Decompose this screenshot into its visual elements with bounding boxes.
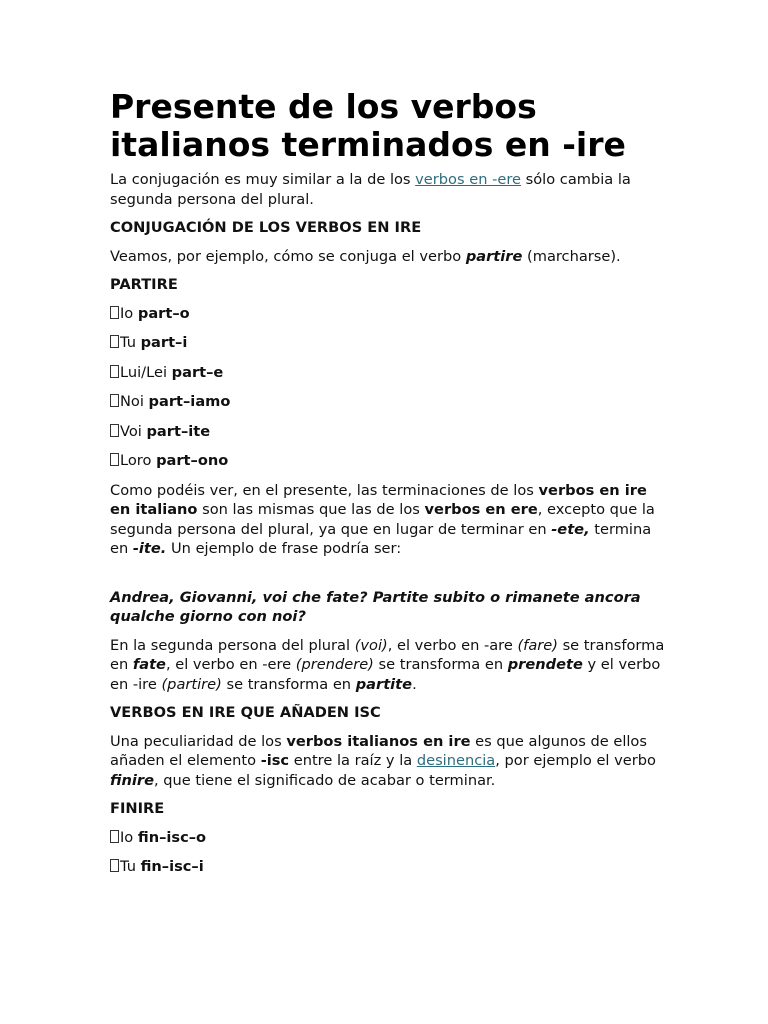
missing-glyph-icon <box>110 306 119 319</box>
text: , que tiene el significado de acabar o terminar. <box>153 771 496 789</box>
pronoun: Voi <box>120 422 147 440</box>
bold-italic-text: -ite. <box>132 540 167 557</box>
desinencia-link[interactable]: desinencia <box>416 752 496 769</box>
text: En la segunda persona del plural <box>110 636 355 654</box>
pronoun: Lui/Lei <box>120 363 172 381</box>
text: Una peculiaridad de los <box>110 732 287 750</box>
heading-conjugacion: CONJUGACIÓN DE LOS VERBOS EN IRE <box>110 219 422 236</box>
bold-text: verbos en ire en italiano <box>110 481 647 518</box>
bold-italic-text: partite <box>355 675 413 693</box>
verb-form: part–ite <box>146 422 211 440</box>
explanation-paragraph <box>110 481 670 559</box>
verb-form: part–i <box>140 334 188 351</box>
text: , por ejemplo el verbo <box>495 752 656 769</box>
text: termina en <box>110 520 652 557</box>
text: y el verbo en -ire <box>110 656 661 693</box>
list-item <box>110 304 670 324</box>
verb-form: fin–isc–o <box>137 828 207 846</box>
pronoun: Loro <box>120 452 157 469</box>
list-item <box>110 451 670 471</box>
text: . <box>412 675 417 693</box>
text: son las mismas que las de los <box>197 501 425 518</box>
verb-form: part–o <box>137 304 190 322</box>
italic-text: (partire) <box>161 675 222 693</box>
text: , el verbo en -are <box>387 636 518 654</box>
verb-form: fin–isc–i <box>140 858 204 875</box>
pronoun: Io <box>120 828 138 846</box>
isc-paragraph <box>110 732 670 791</box>
spacer <box>110 568 670 588</box>
heading-partire: PARTIRE <box>110 276 178 293</box>
heading-finire: FINIRE <box>110 800 165 817</box>
italic-text: (voi) <box>354 636 388 654</box>
bold-text: verbos italianos en ire <box>286 732 471 750</box>
missing-glyph-icon <box>110 453 119 466</box>
missing-glyph-icon <box>110 394 119 407</box>
bold-italic-text: finire <box>110 771 154 789</box>
list-item <box>110 422 670 442</box>
intro-paragraph <box>110 170 670 209</box>
text: entre la raíz y la <box>289 752 417 769</box>
text: Como podéis ver, en el presente, las terminaciones de los <box>110 481 539 499</box>
missing-glyph-icon <box>110 335 119 348</box>
missing-glyph-icon <box>110 365 119 378</box>
example-sentence <box>110 588 670 627</box>
bold-text: verbos en ere <box>424 501 538 518</box>
italic-text: (prendere) <box>295 656 374 673</box>
verb-form: part–e <box>171 363 224 381</box>
bold-italic-text: -ete, <box>551 520 590 538</box>
bold-italic-text: prendete <box>507 656 583 673</box>
pronoun: Noi <box>120 393 149 410</box>
heading-isc: VERBOS EN IRE QUE AÑADEN ISC <box>110 704 381 721</box>
pronoun: Tu <box>120 858 141 875</box>
intro-text-before: La conjugación es muy similar a la de los <box>110 171 416 188</box>
list-item <box>110 333 670 353</box>
text: Un ejemplo de frase podría ser: <box>166 540 402 557</box>
italic-text: (fare) <box>517 636 558 654</box>
example-sentence-text: Andrea, Giovanni, voi che fate? Partite subito o rimanete ancora qualche giorno con noi? <box>110 588 641 625</box>
bold-text: -isc <box>260 752 290 769</box>
intro-text-after: sólo cambia la segunda persona del plural. <box>110 171 631 208</box>
verb-form: part–ono <box>156 452 229 469</box>
text: es que algunos de ellos añaden el elemento <box>110 732 647 769</box>
example-intro-paragraph <box>110 247 670 267</box>
text: se transforma en <box>221 675 356 693</box>
text: se transforma en <box>110 636 665 673</box>
pronoun: Tu <box>120 334 141 351</box>
bold-italic-text: fate <box>132 656 166 673</box>
document-content <box>110 88 670 887</box>
list-item <box>110 392 670 412</box>
text: se transforma en <box>373 656 508 673</box>
example-intro-before: Veamos, por ejemplo, cómo se conjuga el verbo <box>110 247 466 265</box>
text: , el verbo en -ere <box>165 656 296 673</box>
page-title: Presente de los verbos italianos terminados en -ire <box>110 87 626 164</box>
verbos-ere-link[interactable]: verbos en -ere <box>415 171 521 188</box>
example-verb: partire <box>465 247 523 265</box>
missing-glyph-icon <box>110 830 119 843</box>
missing-glyph-icon <box>110 424 119 437</box>
verb-form: part–iamo <box>148 393 231 410</box>
list-item <box>110 828 670 848</box>
list-item <box>110 857 670 877</box>
example-intro-after: (marcharse). <box>522 247 621 265</box>
second-person-paragraph <box>110 636 670 695</box>
missing-glyph-icon <box>110 859 119 872</box>
text: , excepto que la segunda persona del plural, ya que en lugar de terminar en <box>110 501 655 538</box>
pronoun: Io <box>120 304 138 322</box>
list-item <box>110 363 670 383</box>
